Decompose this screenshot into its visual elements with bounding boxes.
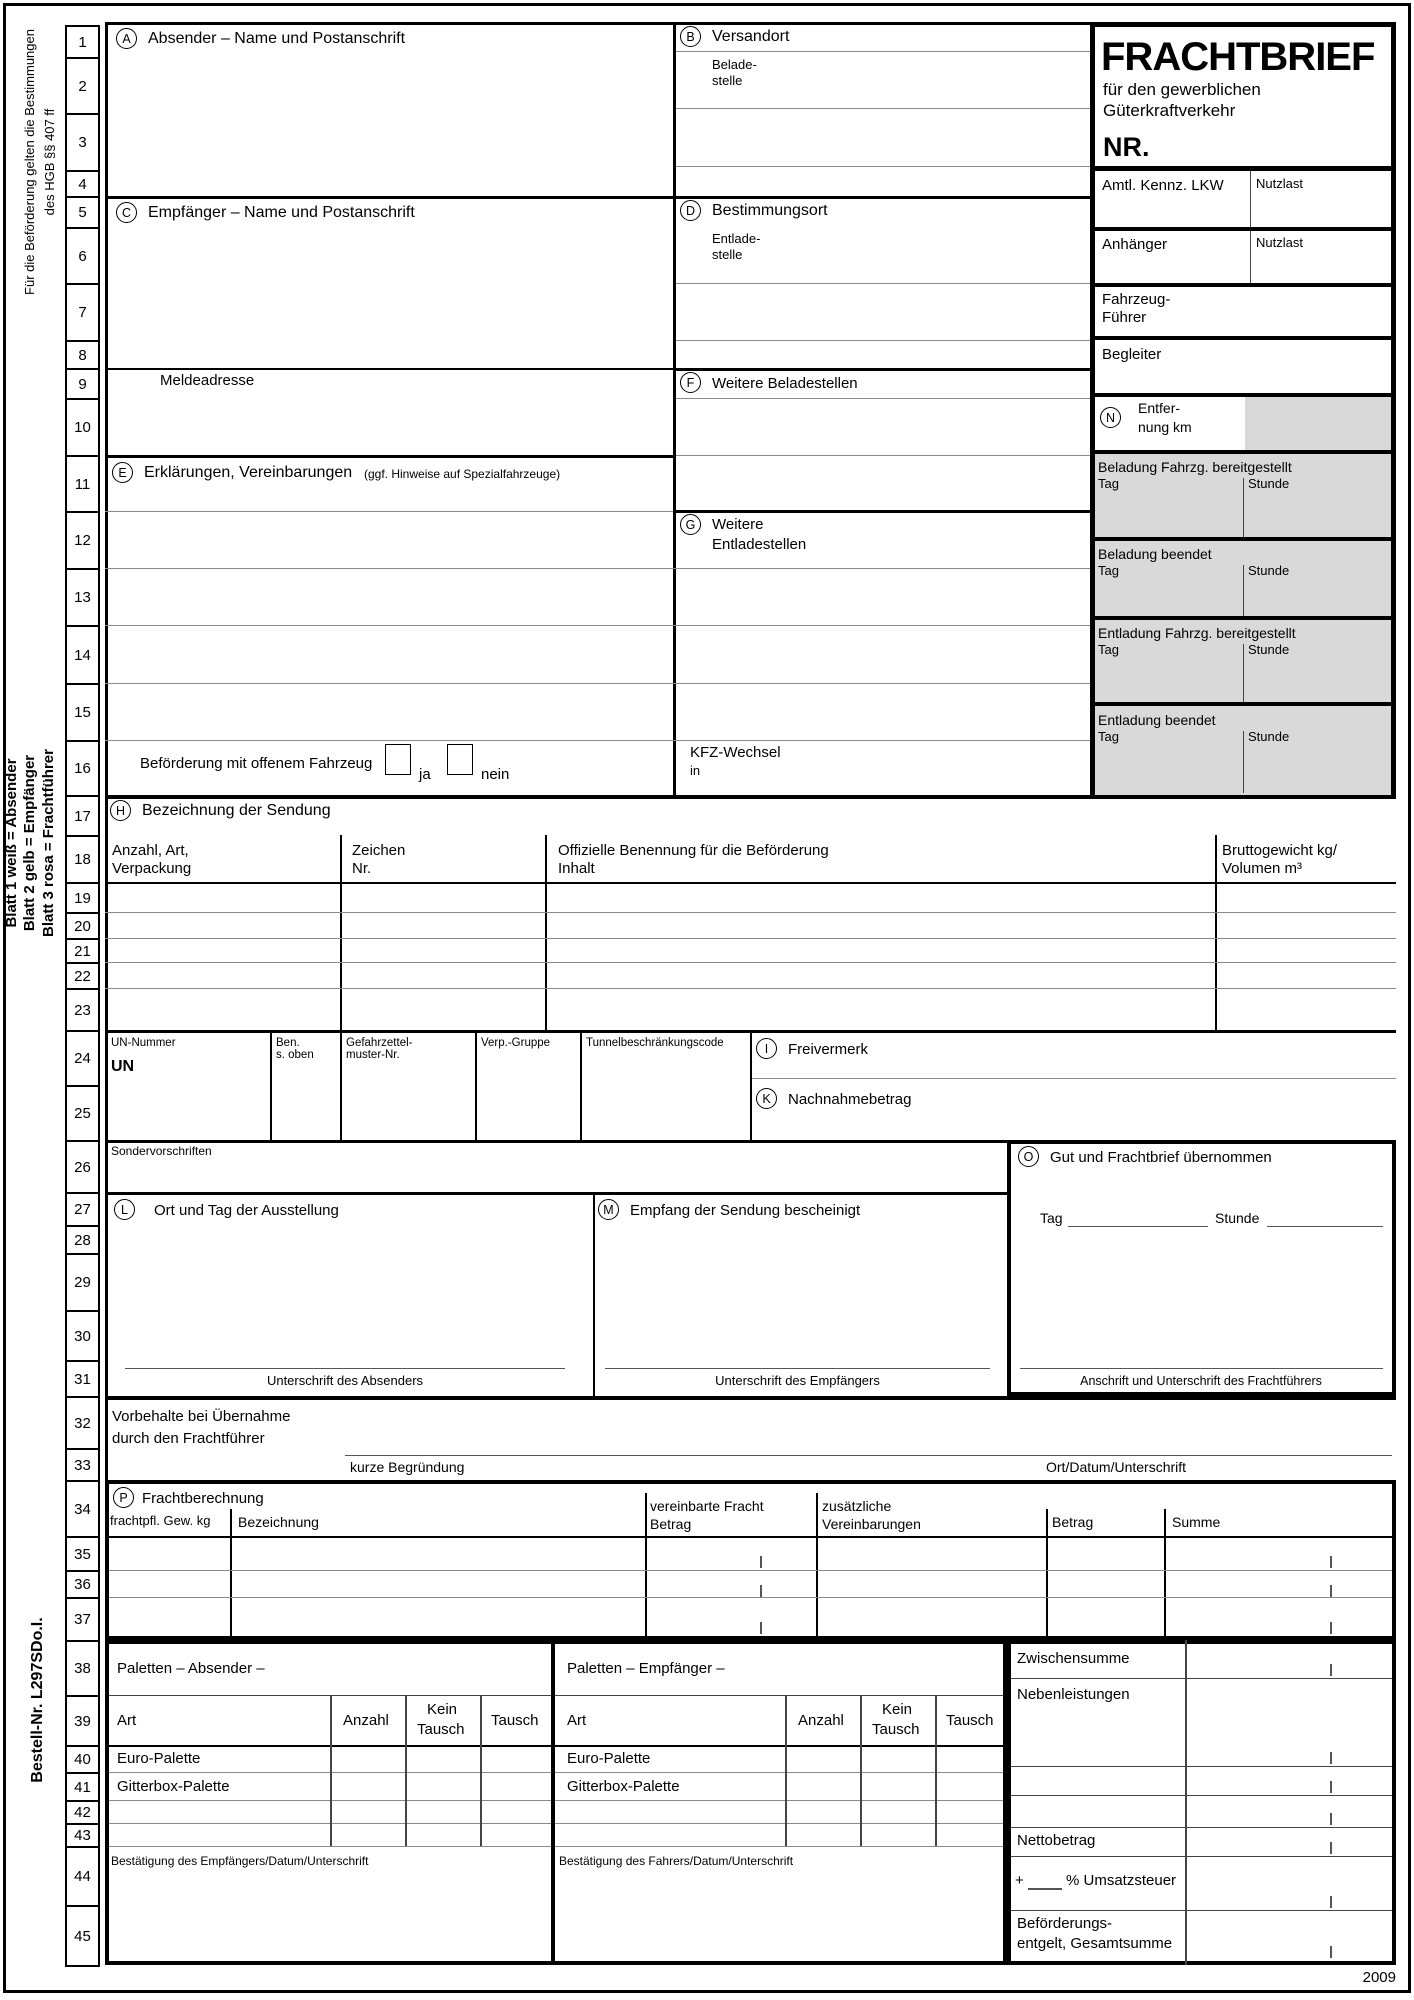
vorbehalte-label-1: Vorbehalte bei Übernahme [112, 1408, 291, 1425]
row-number-cell: 15 [65, 683, 100, 742]
fracht-row-1[interactable] [109, 1538, 1392, 1568]
section-d-circle: D [680, 200, 701, 221]
row-number-cell: 16 [65, 740, 100, 797]
row-number-cell: 8 [65, 340, 100, 370]
row-number-cell: 26 [65, 1140, 100, 1194]
uebernahme-tag-label: Tag [1040, 1210, 1063, 1226]
row-number-cell: 37 [65, 1597, 100, 1642]
weitere-beladestellen-field[interactable] [678, 400, 1083, 505]
section-p-circle: P [113, 1487, 134, 1508]
offenes-fahrzeug-label: Beförderung mit offenem Fahrzeug [140, 755, 373, 772]
entladung-beendet-tag-label: Tag [1098, 729, 1119, 744]
section-n-circle: N [1100, 407, 1121, 428]
entladung-beendet-stunde-label: Stunde [1248, 729, 1290, 744]
entladung-beendet-label: Entladung beendet [1098, 712, 1216, 728]
order-number: Bestell-Nr. L297SDo.I. [29, 1617, 46, 1783]
umsatzsteuer-label: % Umsatzsteuer [1066, 1872, 1177, 1889]
gesamtsumme-label-2: entgelt, Gesamtsumme [1017, 1935, 1173, 1952]
grid-line [1095, 616, 1391, 620]
vorbehalte-label-2: durch den Frachtführer [112, 1430, 265, 1447]
grid-line [1011, 1766, 1392, 1767]
gesamtsumme-label-1: Beförderungs- [1017, 1915, 1113, 1932]
section-k-circle: K [756, 1088, 777, 1109]
ausstellung-field[interactable] [110, 1225, 590, 1360]
paletten-empf-kein-label-2: Tausch [872, 1721, 920, 1738]
goods-row-4[interactable] [107, 963, 1394, 988]
entladung-bereit-stunde-label: Stunde [1248, 642, 1290, 657]
row-number-cell: 28 [65, 1225, 100, 1255]
grid-line [1011, 1678, 1392, 1679]
uebernahme-stunde-label: Stunde [1215, 1210, 1260, 1226]
grid-line [105, 1396, 1396, 1400]
nachnahme-field[interactable] [940, 1082, 1390, 1136]
row-number-cell: 29 [65, 1253, 100, 1312]
meldeadresse-label: Meldeadresse [160, 372, 255, 389]
section-l-label: Ort und Tag der Ausstellung [154, 1202, 339, 1219]
umsatzsteuer-line [1028, 1888, 1062, 1890]
grid-line [676, 108, 1090, 109]
gesamtsumme-value-field[interactable] [1189, 1912, 1392, 1961]
nutzlast-lkw-label: Nutzlast [1256, 176, 1303, 191]
grid-line [1095, 227, 1391, 231]
freivermerk-field[interactable] [900, 1034, 1390, 1076]
paletten-abs-anzahl-label: Anzahl [343, 1712, 389, 1729]
row-number-cell: 5 [65, 196, 100, 229]
form-title: FRACHTBRIEF [1101, 35, 1375, 79]
frachtfuehrer-signature-label: Anschrift und Unterschrift des Frachtführers [1080, 1374, 1322, 1388]
row-number-cell: 19 [65, 882, 100, 914]
row-number-cell: 34 [65, 1480, 100, 1538]
grid-line [1095, 283, 1391, 287]
row-number-cell: 31 [65, 1360, 100, 1398]
entladung-bereit-stunde-field[interactable] [1246, 661, 1388, 700]
row-number-cell: 2 [65, 57, 100, 115]
beladung-beendet-stunde-field[interactable] [1246, 582, 1388, 614]
beladestelle-field[interactable] [775, 54, 1080, 106]
uebernahme-tag-line [1068, 1226, 1208, 1227]
grid-line [673, 22, 676, 795]
beladestelle-label-2: stelle [712, 73, 743, 88]
entladestelle-label-2: stelle [712, 247, 743, 262]
year-mark: 2009 [1362, 1969, 1396, 1986]
grid-line [752, 1078, 1396, 1079]
nebenleistungen-label: Nebenleistungen [1017, 1686, 1130, 1703]
gitterbox-abs-label: Gitterbox-Palette [117, 1778, 230, 1795]
nebenleistungen-value-field[interactable] [1189, 1680, 1392, 1764]
beladung-bereit-label: Beladung Fahrzg. bereitgestellt [1098, 459, 1292, 475]
blatt-line1: Blatt 1 weiß = Absender [3, 758, 20, 928]
row-number-cell: 7 [65, 283, 100, 342]
nutzlast-anhaenger-label: Nutzlast [1256, 235, 1303, 250]
grid-line [676, 340, 1090, 341]
grid-line [1243, 565, 1244, 616]
grid-line [105, 740, 1090, 741]
vorbehalte-line [345, 1455, 1392, 1456]
begruendung-label: kurze Begründung [350, 1459, 465, 1475]
beladung-bereit-stunde-label: Stunde [1248, 476, 1290, 491]
beladung-beendet-tag-label: Tag [1098, 563, 1119, 578]
section-g-circle: G [680, 514, 701, 535]
begleiter-label: Begleiter [1102, 346, 1162, 363]
grid-line [1095, 702, 1391, 706]
goods-col3-header-1: Offizielle Benennung für die Beförderung [558, 842, 829, 859]
entladung-beendet-tag-field[interactable] [1097, 748, 1241, 793]
goods-col2-header-2: Nr. [352, 860, 372, 877]
section-i-label: Freivermerk [788, 1041, 869, 1058]
goods-row-2[interactable] [107, 913, 1394, 938]
form-subtitle-2: Güterkraftverkehr [1103, 101, 1236, 120]
section-o-label: Gut und Frachtbrief übernommen [1050, 1149, 1272, 1166]
bestaetigung-empfaenger-field[interactable] [109, 1872, 551, 1961]
row-number-cell: 18 [65, 835, 100, 884]
section-i-circle: I [756, 1038, 777, 1059]
grid-line [750, 1030, 752, 1140]
entfernung-value-cell[interactable] [1245, 397, 1391, 450]
section-o-circle: O [1018, 1146, 1039, 1167]
section-f-circle: F [680, 372, 701, 393]
entfernung-label-2: nung km [1138, 419, 1192, 435]
goods-col1-header-1: Anzahl, Art, [112, 842, 189, 859]
paletten-abs-kein-label-2: Tausch [417, 1721, 465, 1738]
grid-line [555, 1846, 1003, 1847]
row-number-cell: 40 [65, 1745, 100, 1774]
summen-row3-value-field[interactable] [1189, 1768, 1392, 1793]
section-e-label: Erklärungen, Vereinbarungen [144, 464, 353, 481]
goods-row-1[interactable] [107, 884, 1394, 912]
amtl-kennz-label: Amtl. Kennz. LKW [1102, 177, 1224, 194]
section-g-label-2: Entladestellen [712, 536, 807, 553]
row-number-cell: 35 [65, 1536, 100, 1572]
fracht-row-2[interactable] [109, 1572, 1392, 1595]
section-b-circle: B [680, 26, 701, 47]
blatt-line2: Blatt 2 gelb = Empfänger [21, 754, 39, 932]
beladung-bereit-stunde-field[interactable] [1246, 495, 1388, 535]
uebernahme-tag-field[interactable] [1068, 1200, 1208, 1226]
fracht-col1-header: frachtpfl. Gew. kg [110, 1513, 211, 1528]
amtl-kennz-field[interactable] [1100, 196, 1248, 226]
grid-line [1095, 537, 1391, 541]
grid-line [1095, 336, 1391, 340]
goods-col1-header-2: Verpackung [112, 860, 192, 877]
row-number-cell: 11 [65, 455, 100, 513]
fahrzeugfuehrer-label-2: Führer [1102, 309, 1147, 326]
paletten-empf-tausch-label: Tausch [946, 1712, 994, 1729]
grid-line [676, 283, 1090, 284]
section-m-label: Empfang der Sendung bescheinigt [630, 1202, 861, 1219]
nein-label: nein [481, 766, 510, 783]
gefahrzettel-label-2: muster-Nr. [346, 1049, 400, 1061]
euro-palette-empf-label: Euro-Palette [567, 1750, 651, 1767]
section-c-circle: C [116, 202, 137, 223]
section-h-circle: H [110, 800, 131, 821]
entladung-bereit-tag-field[interactable] [1097, 661, 1241, 700]
goods-col3-header-2: Inhalt [558, 860, 595, 877]
row-number-cell: 13 [65, 568, 100, 627]
nein-checkbox[interactable] [447, 744, 473, 775]
goods-col2-header-1: Zeichen [352, 842, 406, 859]
zwischensumme-label: Zwischensumme [1017, 1650, 1130, 1667]
fracht-col4-header-1: zusätzliche [822, 1498, 892, 1514]
summen-row4-value-field[interactable] [1189, 1797, 1392, 1825]
row-number-cell: 10 [65, 398, 100, 457]
anhaenger-field[interactable] [1100, 255, 1248, 281]
uebernahme-box [1007, 1140, 1396, 1396]
un-nummer-label: UN-Nummer [111, 1037, 176, 1049]
blatt-note [3, 728, 59, 958]
bestaetigung-fahrer-field[interactable] [555, 1872, 1003, 1961]
beladung-beendet-stunde-label: Stunde [1248, 563, 1290, 578]
row-number-cell: 27 [65, 1192, 100, 1227]
section-b-label: Versandort [712, 28, 790, 45]
sondervorschriften-field[interactable] [107, 1160, 1005, 1190]
beladung-beendet-tag-field[interactable] [1097, 582, 1241, 614]
paletten-empfaenger-entry-area[interactable] [787, 1747, 1003, 1846]
grid-line [673, 368, 1093, 371]
ben-label-1: Ben. [276, 1037, 300, 1049]
grid-line [593, 1192, 595, 1396]
vorbehalte-field[interactable] [345, 1410, 1390, 1454]
sondervorschriften-label: Sondervorschriften [111, 1144, 212, 1158]
section-c-label: Empfänger – Name und Postanschrift [148, 204, 415, 221]
grid-line [1011, 1795, 1392, 1796]
ja-checkbox[interactable] [385, 744, 411, 775]
grid-line [105, 1192, 1007, 1195]
meldeadresse-field[interactable] [270, 370, 660, 450]
paletten-abs-tausch-label: Tausch [491, 1712, 539, 1729]
grid-line [109, 1570, 1392, 1571]
nettobetrag-label: Nettobetrag [1017, 1832, 1096, 1849]
grid-line [1095, 166, 1391, 171]
entladung-bereit-tag-label: Tag [1098, 642, 1119, 657]
beladung-bereit-tag-label: Tag [1098, 476, 1119, 491]
row-number-cell: 43 [65, 1823, 100, 1848]
signature-line [605, 1368, 990, 1369]
nr-label: NR. [1103, 132, 1150, 162]
grid-line [1011, 1827, 1392, 1828]
row-number-cell: 3 [65, 113, 100, 172]
empfaenger-signature-label: Unterschrift des Empfängers [715, 1373, 880, 1388]
row-number-cell: 22 [65, 962, 100, 990]
entladestelle-field[interactable] [775, 228, 1080, 280]
kfz-wechsel-label: KFZ-Wechsel [690, 744, 781, 761]
grid-line [1011, 1856, 1392, 1857]
row-number-cell: 25 [65, 1085, 100, 1142]
hgb-note-line2: des HGB §§ 407 ff [41, 108, 57, 216]
paletten-empf-anzahl-label: Anzahl [798, 1712, 844, 1729]
empfaenger-field[interactable] [112, 228, 662, 363]
row-number-cell: 12 [65, 511, 100, 570]
fracht-col3-header-1: vereinbarte Fracht [650, 1498, 764, 1514]
beladung-bereit-tag-field[interactable] [1097, 495, 1241, 535]
umsatzsteuer-rate-field[interactable] [1028, 1868, 1062, 1888]
section-k-label: Nachnahmebetrag [788, 1091, 912, 1108]
gitterbox-empf-label: Gitterbox-Palette [567, 1778, 680, 1795]
section-h-label: Bezeichnung der Sendung [142, 802, 331, 819]
row-number-cell: 14 [65, 625, 100, 685]
absender-field[interactable] [112, 55, 662, 190]
hgb-note-line1: Für die Beförderung gelten die Bestimmungen [22, 29, 37, 295]
nettobetrag-value-field[interactable] [1189, 1829, 1392, 1854]
grid-line [1095, 450, 1391, 454]
row-number-cell: 20 [65, 912, 100, 940]
section-e-circle: E [112, 462, 133, 483]
verp-gruppe-label: Verp.-Gruppe [481, 1037, 551, 1049]
row-number-cell: 33 [65, 1448, 100, 1482]
fahrzeugfuehrer-label-1: Fahrzeug- [1102, 291, 1171, 308]
row-number-cell: 1 [65, 25, 100, 59]
row-number-cell: 41 [65, 1772, 100, 1802]
paletten-empf-art-label: Art [567, 1712, 587, 1729]
beladung-beendet-label: Beladung beendet [1098, 546, 1212, 562]
bestaetigung-empfaenger-label: Bestätigung des Empfängers/Datum/Unterschrift [111, 1854, 369, 1868]
goods-row-3[interactable] [107, 939, 1394, 962]
entladung-bereit-label: Entladung Fahrzg. bereitgestellt [1098, 625, 1296, 641]
grid-line [109, 1846, 551, 1847]
row-number-cell: 44 [65, 1846, 100, 1907]
nutzlast-lkw-field[interactable] [1253, 196, 1388, 226]
blatt-line3: Blatt 3 rosa = Frachtführer [39, 749, 57, 937]
empfang-field[interactable] [598, 1225, 1003, 1360]
goods-col4-header-1: Bruttogewicht kg/ [1222, 842, 1338, 859]
anhaenger-label: Anhänger [1102, 236, 1168, 253]
form-subtitle-1: für den gewerblichen [1103, 80, 1261, 99]
paletten-abs-art-label: Art [117, 1712, 137, 1729]
umsatzsteuer-value-field[interactable] [1189, 1858, 1392, 1908]
grid-line [1185, 1640, 1187, 1965]
fracht-col4-header-2: Vereinbarungen [822, 1516, 921, 1532]
section-p-label: Frachtberechnung [142, 1490, 264, 1507]
grid-line [1095, 393, 1391, 397]
fahrzeugfuehrer-field[interactable] [1190, 291, 1388, 333]
grid-line [1243, 731, 1244, 793]
section-d-label: Bestimmungsort [712, 202, 828, 219]
row-number-cell: 45 [65, 1905, 100, 1967]
grid-line [1011, 1910, 1392, 1911]
nr-field[interactable] [1165, 132, 1385, 164]
row-number-cell: 4 [65, 170, 100, 198]
goods-col4-header-2: Volumen m³ [1222, 860, 1303, 877]
signature-line [1020, 1368, 1383, 1369]
grid-line [105, 455, 673, 458]
section-a-label: Absender – Name und Postanschrift [148, 30, 406, 47]
weitere-entladestellen-field[interactable] [678, 570, 1083, 735]
bestaetigung-fahrer-label: Bestätigung des Fahrers/Datum/Unterschrift [559, 1854, 794, 1868]
section-g-label-1: Weitere [712, 516, 764, 533]
grid-line [1243, 644, 1244, 702]
row-number-cell: 24 [65, 1030, 100, 1087]
section-l-circle: L [114, 1199, 135, 1220]
paletten-absender-entry-area[interactable] [332, 1747, 551, 1846]
begleiter-field[interactable] [1190, 346, 1388, 390]
fracht-col6-header: Summe [1172, 1514, 1221, 1530]
grid-line [676, 398, 1090, 399]
beladestelle-label-1: Belade- [712, 57, 757, 72]
row-number-cell: 32 [65, 1396, 100, 1450]
row-number-cell: 6 [65, 227, 100, 285]
fracht-col2-header: Bezeichnung [238, 1514, 319, 1530]
un-prefix-label: UN [111, 1058, 135, 1075]
kfz-wechsel-in-label: in [690, 763, 701, 778]
row-number-cell: 21 [65, 938, 100, 964]
row-number-cell: 30 [65, 1310, 100, 1362]
absender-signature-label: Unterschrift des Absenders [266, 1373, 424, 1388]
row-number-cell: 38 [65, 1640, 100, 1697]
nutzlast-anhaenger-field[interactable] [1253, 255, 1388, 281]
grid-line [109, 1597, 1392, 1598]
section-f-label: Weitere Beladestellen [712, 375, 858, 392]
section-m-circle: M [598, 1199, 619, 1220]
hgb-note [20, 12, 60, 312]
grid-line [1250, 231, 1251, 283]
grid-line [676, 51, 1090, 52]
un-row-field[interactable] [145, 1058, 745, 1136]
zwischensumme-value-field[interactable] [1189, 1642, 1392, 1676]
entfernung-label-1: Entfer- [1138, 400, 1181, 416]
signature-line [125, 1368, 565, 1369]
row-number-cell: 17 [65, 795, 100, 837]
grid-line [673, 510, 1093, 513]
paletten-abs-kein-label-1: Kein [427, 1701, 458, 1718]
grid-line [105, 196, 1093, 199]
entladestelle-label-1: Entlade- [712, 231, 761, 246]
fracht-row-3[interactable] [109, 1599, 1392, 1636]
row-number-cell: 9 [65, 368, 100, 400]
umsatzsteuer-plus-label: + [1015, 1872, 1024, 1889]
grid-line [1250, 171, 1251, 227]
row-number-cell: 39 [65, 1695, 100, 1747]
grid-line [676, 166, 1090, 167]
section-a-circle: A [116, 28, 137, 49]
ort-datum-unterschrift-label: Ort/Datum/Unterschrift [1046, 1459, 1187, 1475]
gefahrzettel-label-1: Gefahrzettel- [346, 1037, 413, 1049]
section-e-note: (ggf. Hinweise auf Spezialfahrzeuge) [364, 467, 561, 481]
euro-palette-abs-label: Euro-Palette [117, 1750, 201, 1767]
ja-label: ja [419, 766, 431, 783]
grid-line [105, 795, 1396, 799]
row-number-cell: 23 [65, 988, 100, 1032]
ben-label-2: s. oben [276, 1049, 314, 1061]
fracht-col3-header-2: Betrag [650, 1516, 692, 1532]
goods-row-5[interactable] [107, 989, 1394, 1030]
row-number-cell: 42 [65, 1800, 100, 1825]
row-number-cell: 36 [65, 1570, 100, 1599]
erklaerungen-field[interactable] [112, 490, 662, 735]
paletten-empfaenger-label: Paletten – Empfänger – [567, 1660, 725, 1677]
paletten-empf-kein-label-1: Kein [882, 1701, 913, 1718]
tunnel-code-label: Tunnelbeschränkungscode [586, 1037, 724, 1049]
uebernahme-stunde-line [1267, 1226, 1383, 1227]
fracht-col5-header: Betrag [1052, 1514, 1094, 1530]
kfz-wechsel-field[interactable] [790, 744, 1085, 792]
grid-line [1243, 478, 1244, 537]
entladung-beendet-stunde-field[interactable] [1246, 748, 1388, 793]
paletten-absender-label: Paletten – Absender – [117, 1660, 265, 1677]
uebernahme-stunde-field[interactable] [1267, 1200, 1383, 1226]
